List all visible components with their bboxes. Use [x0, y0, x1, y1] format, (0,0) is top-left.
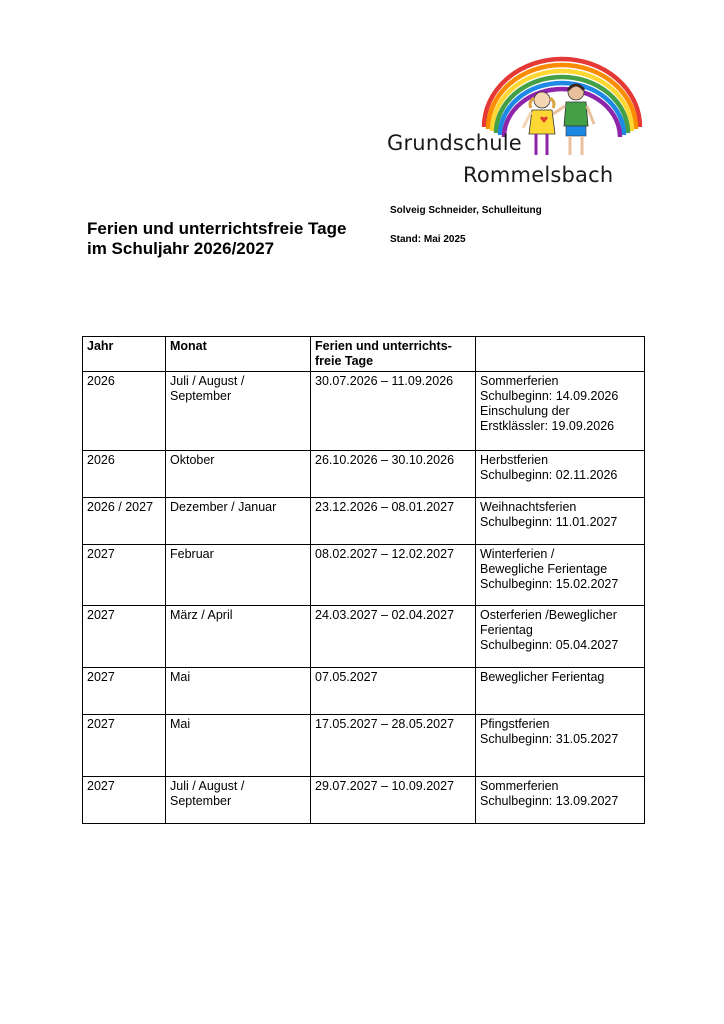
cell-jahr: 2027	[83, 606, 166, 668]
header-zeitraum: Ferien und unterrichts- freie Tage	[311, 337, 476, 372]
cell-zeitraum: 23.12.2026 – 08.01.2027	[311, 498, 476, 545]
cell-monat: Dezember / Januar	[166, 498, 311, 545]
cell-info: Winterferien / Bewegliche Ferientage Schulbeginn: 15.02.2027	[476, 545, 645, 606]
table-row	[83, 777, 645, 824]
author-line: Solveig Schneider, Schulleitung	[390, 205, 542, 216]
cell-info: Pfingstferien Schulbeginn: 31.05.2027	[476, 715, 645, 777]
cell-info: Weihnachtsferien Schulbeginn: 11.01.2027	[476, 498, 645, 545]
cell-zeitraum: 17.05.2027 – 28.05.2027	[311, 715, 476, 777]
cell-monat: Februar	[166, 545, 311, 606]
cell-zeitraum: 30.07.2026 – 11.09.2026	[311, 372, 476, 451]
page-title: Ferien und unterrichtsfreie Tage im Schuljahr 2026/2027	[87, 219, 347, 258]
header-jahr: Jahr	[83, 337, 166, 372]
cell-monat: Oktober	[166, 451, 311, 498]
girl-figure-icon	[523, 92, 555, 155]
cell-jahr: 2026	[83, 372, 166, 451]
table-header-row	[83, 337, 645, 372]
table-row	[83, 498, 645, 545]
cell-jahr: 2027	[83, 777, 166, 824]
table-row	[83, 668, 645, 715]
table-row	[83, 372, 645, 451]
cell-monat: Juli / August / September	[166, 372, 311, 451]
cell-zeitraum: 24.03.2027 – 02.04.2027	[311, 606, 476, 668]
cell-info: Sommerferien Schulbeginn: 14.09.2026 Einschulung der Erstklässler: 19.09.2026	[476, 372, 645, 451]
holiday-table	[82, 336, 645, 824]
cell-zeitraum: 26.10.2026 – 30.10.2026	[311, 451, 476, 498]
cell-monat: Juli / August / September	[166, 777, 311, 824]
cell-info: Sommerferien Schulbeginn: 13.09.2027	[476, 777, 645, 824]
cell-zeitraum: 07.05.2027	[311, 668, 476, 715]
cell-info: Beweglicher Ferientag	[476, 668, 645, 715]
cell-jahr: 2027	[83, 715, 166, 777]
cell-jahr: 2026 / 2027	[83, 498, 166, 545]
cell-jahr: 2027	[83, 668, 166, 715]
cell-info: Osterferien /Beweglicher Ferientag Schulbeginn: 05.04.2027	[476, 606, 645, 668]
table-row	[83, 545, 645, 606]
cell-jahr: 2026	[83, 451, 166, 498]
rainbow-icon	[484, 59, 640, 137]
school-name-line1: Grundschule	[387, 131, 522, 155]
cell-monat: Mai	[166, 715, 311, 777]
cell-zeitraum: 08.02.2027 – 12.02.2027	[311, 545, 476, 606]
table-row	[83, 451, 645, 498]
school-name-line2: Rommelsbach	[463, 163, 614, 187]
header-monat: Monat	[166, 337, 311, 372]
cell-monat: März / April	[166, 606, 311, 668]
cell-info: Herbstferien Schulbeginn: 02.11.2026	[476, 451, 645, 498]
table-row	[83, 606, 645, 668]
status-date: Stand: Mai 2025	[390, 234, 466, 245]
cell-monat: Mai	[166, 668, 311, 715]
cell-jahr: 2027	[83, 545, 166, 606]
table-row	[83, 715, 645, 777]
header-info	[476, 337, 645, 372]
cell-zeitraum: 29.07.2027 – 10.09.2027	[311, 777, 476, 824]
